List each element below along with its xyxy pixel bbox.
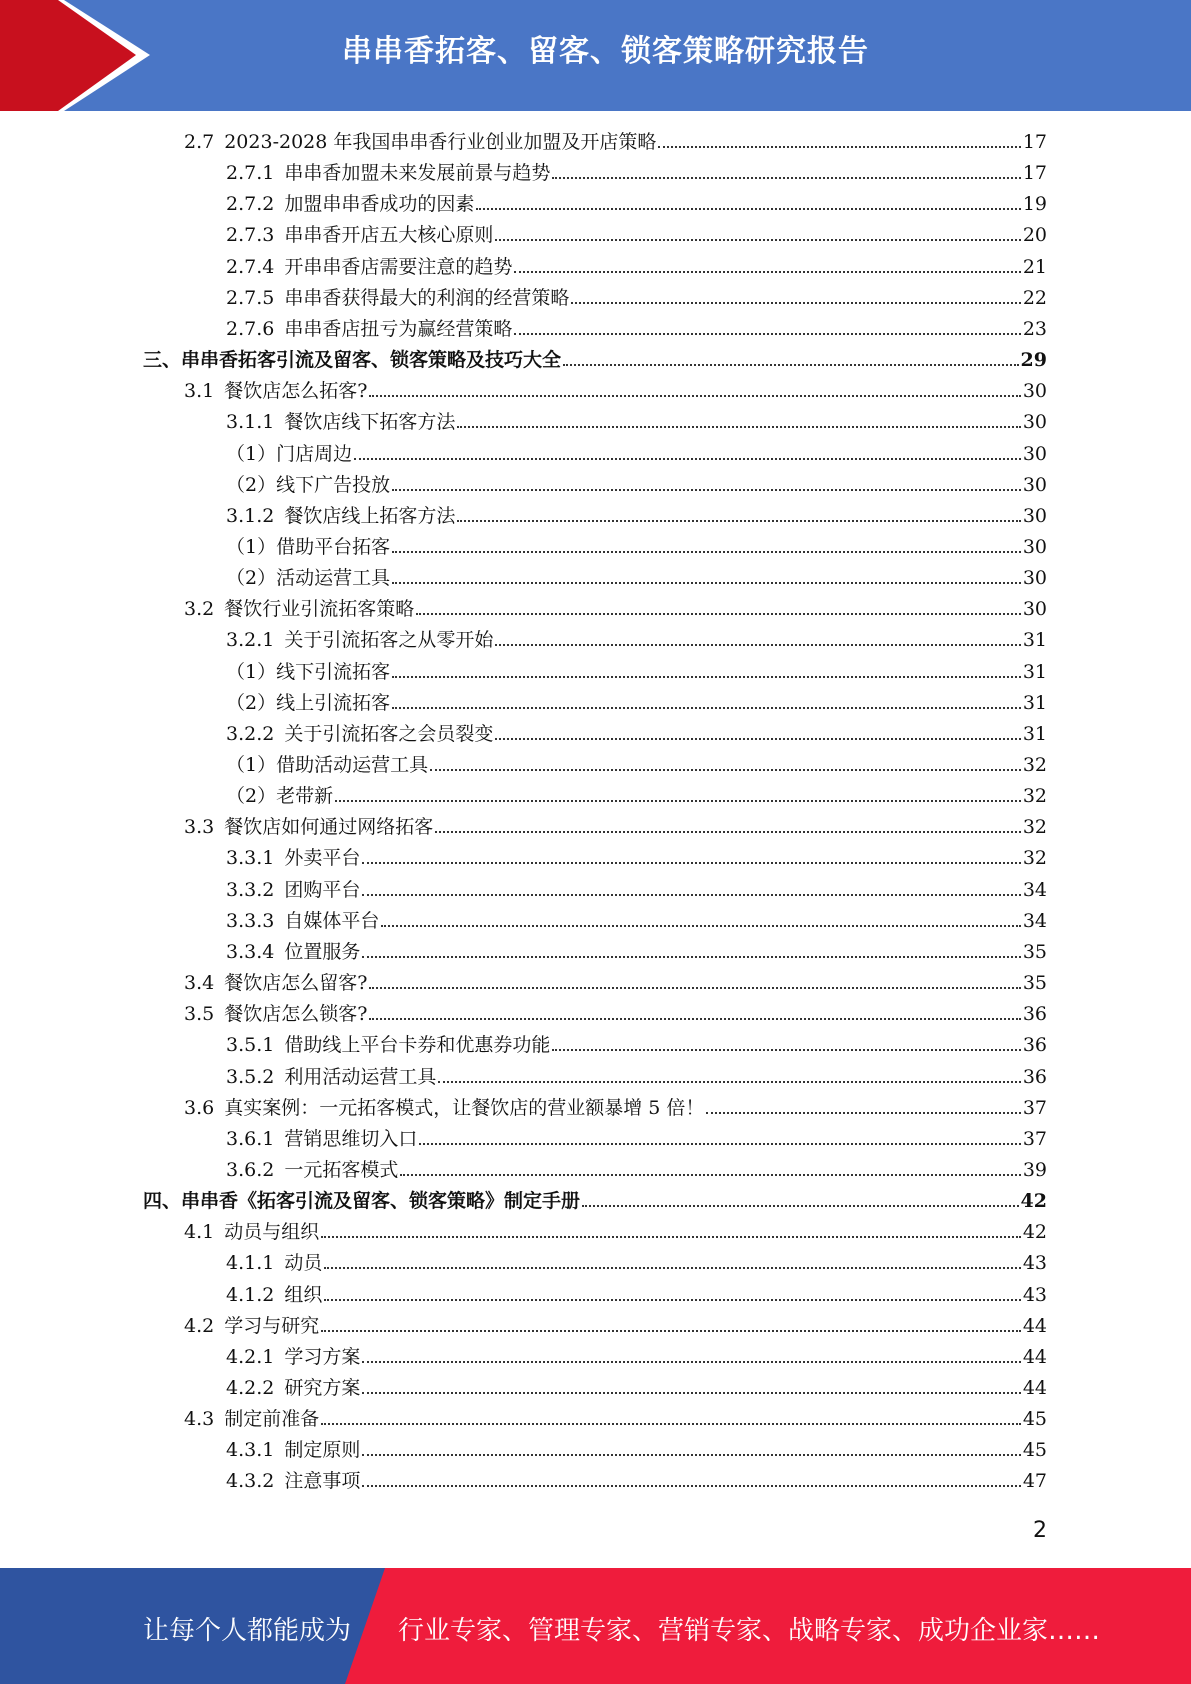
toc-dot-leader	[430, 769, 1021, 771]
toc-entry-number: 3.3.4	[226, 940, 275, 963]
toc-entry-number: 2.7.5	[226, 286, 275, 309]
toc-entry-title: 借助线上平台卡券和优惠券功能	[284, 1034, 551, 1057]
toc-entry-title: 自媒体平台	[284, 909, 380, 932]
toc-entry-number: 3.2.2	[226, 722, 275, 745]
toc-entry[interactable]	[143, 345, 1047, 376]
toc-entry-page: 30	[1022, 567, 1047, 590]
toc-entry-page: 34	[1022, 878, 1047, 901]
toc-entry-page: 21	[1022, 255, 1047, 278]
toc-entry-title: 动员	[284, 1252, 323, 1275]
toc-dot-leader	[495, 644, 1020, 646]
toc-dot-leader	[552, 177, 1020, 179]
toc-dot-leader	[563, 364, 1019, 366]
toc-entry-number: 2.7.6	[226, 317, 275, 340]
toc-entry-page: 39	[1022, 1158, 1047, 1181]
toc-entry-number: 4.2.2	[226, 1377, 275, 1399]
toc-entry[interactable]	[226, 875, 1047, 906]
toc-entry-title: 注意事项	[284, 1470, 361, 1493]
toc-entry-page: 19	[1022, 193, 1047, 216]
toc-entry[interactable]	[143, 1186, 1047, 1217]
toc-entry-number: 3.1.2	[226, 504, 275, 527]
toc-entry-title: 利用活动运营工具	[284, 1065, 437, 1088]
toc-dot-leader	[392, 551, 1021, 553]
toc-entry-title: 餐饮店怎么锁客?	[224, 1003, 368, 1026]
toc-entry[interactable]	[226, 1280, 1047, 1311]
header-banner	[0, 0, 1191, 111]
toc-entry-title: 关于引流拓客之会员裂变	[284, 722, 494, 745]
toc-entry-page: 42	[1020, 1190, 1047, 1213]
toc-entry-title: 动员与组织	[224, 1221, 320, 1244]
toc-entry-number: 4.3.2	[226, 1470, 275, 1493]
toc-entry[interactable]	[184, 1404, 1047, 1435]
toc-entry-page: 45	[1022, 1439, 1047, 1462]
toc-entry-number: 3.2	[184, 598, 215, 621]
toc-dot-leader	[571, 302, 1020, 304]
toc-entry[interactable]	[184, 1093, 1047, 1124]
toc-dot-leader	[324, 1299, 1020, 1301]
toc-entry[interactable]	[226, 532, 1047, 563]
toc-entry-title: （2）老带新	[226, 785, 334, 808]
toc-entry[interactable]	[226, 1030, 1047, 1061]
toc-entry[interactable]	[226, 1342, 1047, 1373]
toc-entry-page: 37	[1022, 1096, 1047, 1119]
toc-entry-number: 3.6.1	[226, 1127, 275, 1150]
toc-dot-leader	[495, 239, 1020, 241]
toc-entry[interactable]	[184, 999, 1047, 1030]
toc-entry-page: 47	[1022, 1470, 1047, 1493]
toc-entry[interactable]	[226, 781, 1047, 812]
toc-entry-page: 44	[1022, 1345, 1047, 1368]
toc-entry-title: 2023-2028 年我国串串香行业创业加盟及开店策略	[224, 131, 657, 153]
toc-entry-title: 开串串香店需要注意的趋势	[284, 255, 513, 278]
toc-entry[interactable]	[226, 1435, 1047, 1466]
toc-dot-leader	[369, 987, 1020, 989]
toc-entry-number: 3.6.2	[226, 1158, 275, 1181]
toc-entry-page: 29	[1020, 349, 1047, 372]
toc-entry[interactable]	[226, 158, 1047, 189]
toc-entry-title: 串串香店扭亏为赢经营策略	[284, 317, 513, 340]
toc-entry-page: 35	[1022, 972, 1047, 995]
toc-dot-leader	[706, 1112, 1020, 1114]
toc-entry-page: 43	[1022, 1252, 1047, 1275]
toc-dot-leader	[392, 676, 1021, 678]
toc-entry-title: 餐饮店线下拓客方法	[284, 411, 456, 434]
toc-entry-page: 44	[1022, 1377, 1047, 1399]
toc-dot-leader	[495, 738, 1020, 740]
toc-entry-title: （2）活动运营工具	[226, 567, 391, 590]
toc-entry[interactable]	[184, 127, 1047, 158]
toc-entry-title: 餐饮店线上拓客方法	[284, 504, 456, 527]
toc-entry-title: 餐饮店怎么拓客?	[224, 380, 368, 403]
toc-entry-number: 3.5.2	[226, 1065, 275, 1088]
toc-entry[interactable]	[184, 594, 1047, 625]
toc-entry-page: 32	[1022, 785, 1047, 808]
toc-entry[interactable]	[184, 1311, 1047, 1342]
toc-entry-number: 3.5.1	[226, 1034, 275, 1057]
toc-entry[interactable]	[226, 937, 1047, 968]
toc-entry-page: 36	[1022, 1003, 1047, 1026]
toc-entry-title: 研究方案	[284, 1377, 361, 1399]
toc-entry-title: 关于引流拓客之从零开始	[284, 629, 494, 652]
toc-entry[interactable]	[226, 407, 1047, 438]
toc-entry[interactable]	[226, 439, 1047, 470]
toc-entry[interactable]	[226, 252, 1047, 283]
toc-entry-title: 真实案例：一元拓客模式，让餐饮店的营业额暴增 5 倍！	[224, 1096, 705, 1119]
toc-entry-page: 44	[1022, 1314, 1047, 1337]
toc-dot-leader	[582, 1205, 1019, 1207]
toc-entry-number: 3.2.1	[226, 629, 275, 652]
toc-entry-page: 30	[1022, 442, 1047, 465]
toc-entry-number: 3.3	[184, 816, 215, 839]
toc-entry-page: 31	[1022, 691, 1047, 714]
toc-entry[interactable]	[226, 314, 1047, 345]
toc-entry[interactable]	[184, 376, 1047, 407]
toc-dot-leader	[658, 146, 1020, 148]
toc-entry[interactable]	[226, 625, 1047, 656]
toc-dot-leader	[354, 458, 1021, 460]
toc-entry[interactable]	[226, 470, 1047, 501]
toc-entry-number: 3.3.3	[226, 909, 275, 932]
toc-entry-number: 3.5	[184, 1003, 215, 1026]
toc-entry-number: 3.3.1	[226, 847, 275, 870]
toc-entry-title: 团购平台	[284, 878, 361, 901]
toc-entry[interactable]	[226, 1466, 1047, 1497]
toc-dot-leader	[514, 271, 1020, 273]
toc-entry-title: 外卖平台	[284, 847, 361, 870]
toc-entry[interactable]	[226, 1124, 1047, 1155]
toc-entry[interactable]	[226, 189, 1047, 220]
toc-dot-leader	[514, 333, 1020, 335]
toc-entry-number: 3.4	[184, 972, 215, 995]
footer-slogan-left: 让每个人都能成为	[143, 1616, 352, 1646]
toc-entry-title: 餐饮店如何通过网络拓客	[224, 816, 434, 839]
toc-entry-title: 位置服务	[284, 940, 361, 963]
toc-entry-page: 30	[1022, 380, 1047, 403]
toc-dot-leader	[362, 862, 1020, 864]
toc-entry-title: 组织	[284, 1283, 323, 1306]
toc-entry[interactable]	[184, 968, 1047, 999]
toc-entry-number: 2.7	[184, 131, 215, 153]
toc-dot-leader	[321, 1330, 1021, 1332]
toc-entry[interactable]	[226, 1373, 1047, 1404]
toc-entry-number: 3.1	[184, 380, 215, 403]
toc-entry-page: 37	[1022, 1127, 1047, 1150]
toc-entry-page: 35	[1022, 940, 1047, 963]
toc-entry-page: 31	[1022, 660, 1047, 683]
toc-entry-number: 3.1.1	[226, 411, 275, 434]
toc-entry-number: 2.7.4	[226, 255, 275, 278]
toc-dot-leader	[324, 1267, 1020, 1269]
toc-dot-leader	[362, 1454, 1020, 1456]
toc-entry-title: 加盟串串香成功的因素	[284, 193, 475, 216]
toc-entry-page: 30	[1022, 504, 1047, 527]
toc-entry[interactable]	[226, 750, 1047, 781]
toc-entry-page: 30	[1022, 598, 1047, 621]
toc-dot-leader	[321, 1236, 1021, 1238]
toc-dot-leader	[476, 208, 1020, 210]
toc-entry-page: 17	[1022, 162, 1047, 185]
toc-entry[interactable]	[226, 657, 1047, 688]
toc-entry-title: 学习方案	[284, 1345, 361, 1368]
toc-dot-leader	[369, 1018, 1020, 1020]
toc-entry[interactable]	[226, 1155, 1047, 1186]
toc-entry-page: 22	[1022, 286, 1047, 309]
toc-dot-leader	[381, 925, 1020, 927]
footer-banner	[0, 1568, 1191, 1684]
page-number: 2	[1033, 1518, 1047, 1543]
toc-dot-leader	[438, 1081, 1020, 1083]
toc-entry-title: 学习与研究	[224, 1314, 320, 1337]
toc-dot-leader	[321, 1423, 1021, 1425]
toc-entry-title: 制定前准备	[224, 1408, 320, 1431]
toc-entry-page: 36	[1022, 1034, 1047, 1057]
toc-entry-page: 23	[1022, 317, 1047, 340]
toc-entry-title: （1）线下引流拓客	[226, 660, 391, 683]
toc-entry-page: 30	[1022, 535, 1047, 558]
toc-entry-page: 32	[1022, 816, 1047, 839]
toc-dot-leader	[457, 520, 1020, 522]
toc-entry-title: 三、串串香拓客引流及留客、锁客策略及技巧大全	[143, 349, 562, 372]
toc-dot-leader	[419, 1143, 1020, 1145]
toc-dot-leader	[416, 613, 1021, 615]
toc-entry-title: （2）线上引流拓客	[226, 691, 391, 714]
toc-entry-title: 串串香开店五大核心原则	[284, 224, 494, 247]
toc-entry-page: 20	[1022, 224, 1047, 247]
toc-entry-title: 餐饮行业引流拓客策略	[224, 598, 415, 621]
toc-entry-page: 45	[1022, 1408, 1047, 1431]
toc-entry[interactable]	[184, 1217, 1047, 1248]
toc-dot-leader	[392, 489, 1021, 491]
toc-dot-leader	[435, 831, 1021, 833]
toc-entry-page: 34	[1022, 909, 1047, 932]
toc-entry[interactable]	[226, 1062, 1047, 1093]
toc-entry-title: 串串香加盟未来发展前景与趋势	[284, 162, 551, 185]
toc-dot-leader	[552, 1049, 1020, 1051]
toc-entry-number: 3.6	[184, 1096, 215, 1119]
toc-entry[interactable]	[226, 283, 1047, 314]
toc-entry-number: 4.2	[184, 1314, 215, 1337]
toc-entry-page: 43	[1022, 1283, 1047, 1306]
toc-entry-page: 36	[1022, 1065, 1047, 1088]
toc-entry-page: 32	[1022, 754, 1047, 776]
toc-entry-number: 4.1.1	[226, 1252, 275, 1275]
toc-entry[interactable]	[226, 906, 1047, 937]
toc-entry-title: 一元拓客模式	[284, 1158, 399, 1181]
toc-entry[interactable]	[226, 563, 1047, 594]
toc-dot-leader	[362, 1392, 1020, 1394]
toc-entry-title: 四、串串香《拓客引流及留客、锁客策略》制定手册	[143, 1190, 581, 1213]
toc-entry[interactable]	[226, 843, 1047, 874]
toc-dot-leader	[362, 894, 1020, 896]
toc-entry-page: 32	[1022, 847, 1047, 870]
toc-entry[interactable]	[184, 812, 1047, 843]
toc-dot-leader	[457, 426, 1020, 428]
toc-entry-number: 4.3	[184, 1408, 215, 1431]
toc-entry-page: 17	[1022, 131, 1047, 153]
toc-entry-number: 2.7.2	[226, 193, 275, 216]
toc-entry[interactable]	[226, 220, 1047, 251]
toc-dot-leader	[369, 395, 1020, 397]
toc-dot-leader	[392, 582, 1021, 584]
toc-entry-number: 4.1.2	[226, 1283, 275, 1306]
toc-dot-leader	[400, 1174, 1020, 1176]
toc-entry-title: （1）门店周边	[226, 442, 353, 465]
toc-entry-number: 4.2.1	[226, 1345, 275, 1368]
toc-entry[interactable]	[226, 501, 1047, 532]
toc-entry-title: 餐饮店怎么留客?	[224, 972, 368, 995]
toc-dot-leader	[392, 707, 1021, 709]
toc-entry-number: 4.1	[184, 1221, 215, 1244]
toc-entry-page: 30	[1022, 473, 1047, 496]
toc-entry-number: 3.3.2	[226, 878, 275, 901]
toc-entry-title: （1）借助活动运营工具	[226, 754, 429, 776]
toc-entry-title: （2）线下广告投放	[226, 473, 391, 496]
toc-entry-number: 4.3.1	[226, 1439, 275, 1462]
document-title: 串串香拓客、留客、锁客策略研究报告	[342, 34, 869, 69]
toc-entry-page: 30	[1022, 411, 1047, 434]
toc-entry-page: 31	[1022, 722, 1047, 745]
toc-entry-number: 2.7.3	[226, 224, 275, 247]
toc-entry-page: 42	[1022, 1221, 1047, 1244]
toc-dot-leader	[362, 1361, 1020, 1363]
toc-dot-leader	[335, 800, 1021, 802]
toc-dot-leader	[362, 1485, 1020, 1487]
toc-entry-title: 串串香获得最大的利润的经营策略	[284, 286, 570, 309]
footer-slogan-right: 行业专家、管理专家、营销专家、战略专家、成功企业家……	[398, 1616, 1101, 1646]
toc-entry-title: 营销思维切入口	[284, 1127, 418, 1150]
toc-entry[interactable]	[226, 1248, 1047, 1279]
toc-entry-page: 31	[1022, 629, 1047, 652]
toc-entry-title: 制定原则	[284, 1439, 361, 1462]
toc-entry[interactable]	[226, 719, 1047, 750]
toc-dot-leader	[362, 956, 1020, 958]
toc-entry[interactable]	[226, 688, 1047, 719]
toc-entry-title: （1）借助平台拓客	[226, 535, 391, 558]
toc-entry-number: 2.7.1	[226, 162, 275, 185]
